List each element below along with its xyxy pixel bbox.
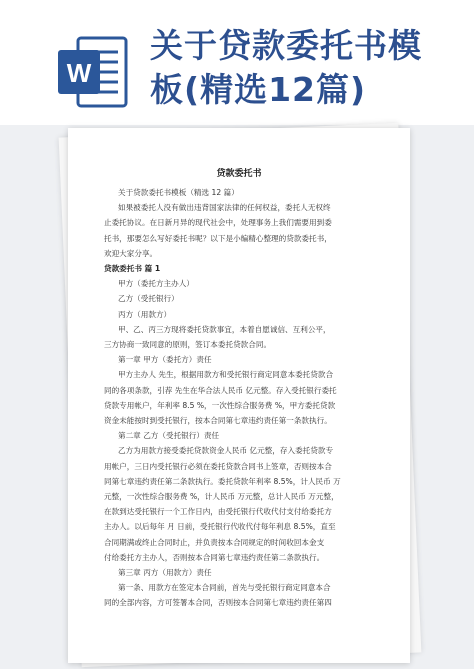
- header-banner: [0, 0, 474, 125]
- document-line: 乙方（受托银行）: [118, 294, 179, 304]
- document-line: 甲方主办人 先生，根据用款方和受托银行商定同意本委托贷款合: [118, 370, 334, 380]
- document-line: 甲、乙、丙三方现将委托贷款事宜，本着自愿诚信、互利公平，: [118, 324, 331, 334]
- page-title-line-1: 关于贷款委托书模: [150, 26, 422, 65]
- document-line: 同的全部内容，方可签署本合同，否则按本合同第七章违约责任第四: [104, 598, 332, 608]
- word-document-icon: [56, 32, 130, 112]
- document-line: 用帐户，三日内受托银行必须在委托贷款合同书上签章，否则按本合: [104, 461, 332, 471]
- document-line: 在款到达受托银行一个工作日内，由受托银行代收代付支付给委托方: [104, 507, 332, 517]
- document-line: 如果被委托人没有做出违背国家法律的任何权益，委托人无权终: [118, 203, 331, 213]
- document-line: 第三章 丙方（用款方）责任: [118, 568, 212, 577]
- document-line: 主办人。以后每年 月 日前，受托银行代收代付每年利息 8.5%，直至: [104, 522, 336, 532]
- document-line: 止委托协议。在日新月异的现代社会中，处理事务上我们需要用到委: [104, 218, 332, 228]
- document-line: 乙方为用款方接受委托贷款资金人民币 亿元整，存入委托贷款专: [118, 446, 334, 456]
- document-line: 三方协商一致同意的原则，签订本委托贷款合同。: [104, 340, 272, 349]
- section-heading: 贷款委托书 篇 1: [104, 264, 161, 273]
- document-line: 关于贷款委托书模板（精选 12 篇）: [118, 188, 239, 197]
- document-line: 第一条、用款方在签定本合同前，首先与受托银行商定同意本合: [118, 583, 331, 593]
- document-title: 贷款委托书: [216, 169, 262, 179]
- page-title-line-2: 板(精选12篇): [150, 70, 367, 109]
- document-line: 贷款专用帐户，年利率 8.5 %，一次性综合服务费 %，甲方委托贷款: [104, 400, 336, 410]
- document-line: 第一章 甲方（委托方）责任: [118, 355, 212, 365]
- document-line: 丙方（用款方）: [118, 309, 172, 319]
- document-line: 欢迎大家分享。: [104, 248, 158, 258]
- document-line: 同的各项条款，引荐 先生在华合法人民币 亿元整。存入受托银行委托: [104, 385, 337, 395]
- document-line: 付给委托方主办人，否则按本合同第七章违约责任第二条款执行。: [104, 552, 325, 562]
- document-line: 资金未能按时到受托银行，按本合同第七章违约责任第一条款执行。: [104, 416, 332, 425]
- document-line: 甲方（委托方主办人）: [118, 279, 194, 289]
- document-line: 同第七章违约责任第二条款执行。委托贷款年利率 8.5%，计人民币 万: [104, 476, 341, 486]
- svg-text:W: W: [66, 58, 92, 88]
- page-title: [150, 24, 470, 112]
- document-line: 元整，一次性综合服务费 %，计人民币 万元整，总计人民币 万元整，: [104, 492, 339, 501]
- document-line: 第二章 乙方（受托银行）责任: [118, 431, 220, 441]
- document-line: 合同期满或终止合同时止，并负责按本合同规定的时间收回本金支: [104, 537, 325, 547]
- document-line: 托书，那要怎么写好委托书呢？以下是小编精心整理的贷款委托书，: [104, 233, 332, 243]
- document-page: [68, 128, 410, 663]
